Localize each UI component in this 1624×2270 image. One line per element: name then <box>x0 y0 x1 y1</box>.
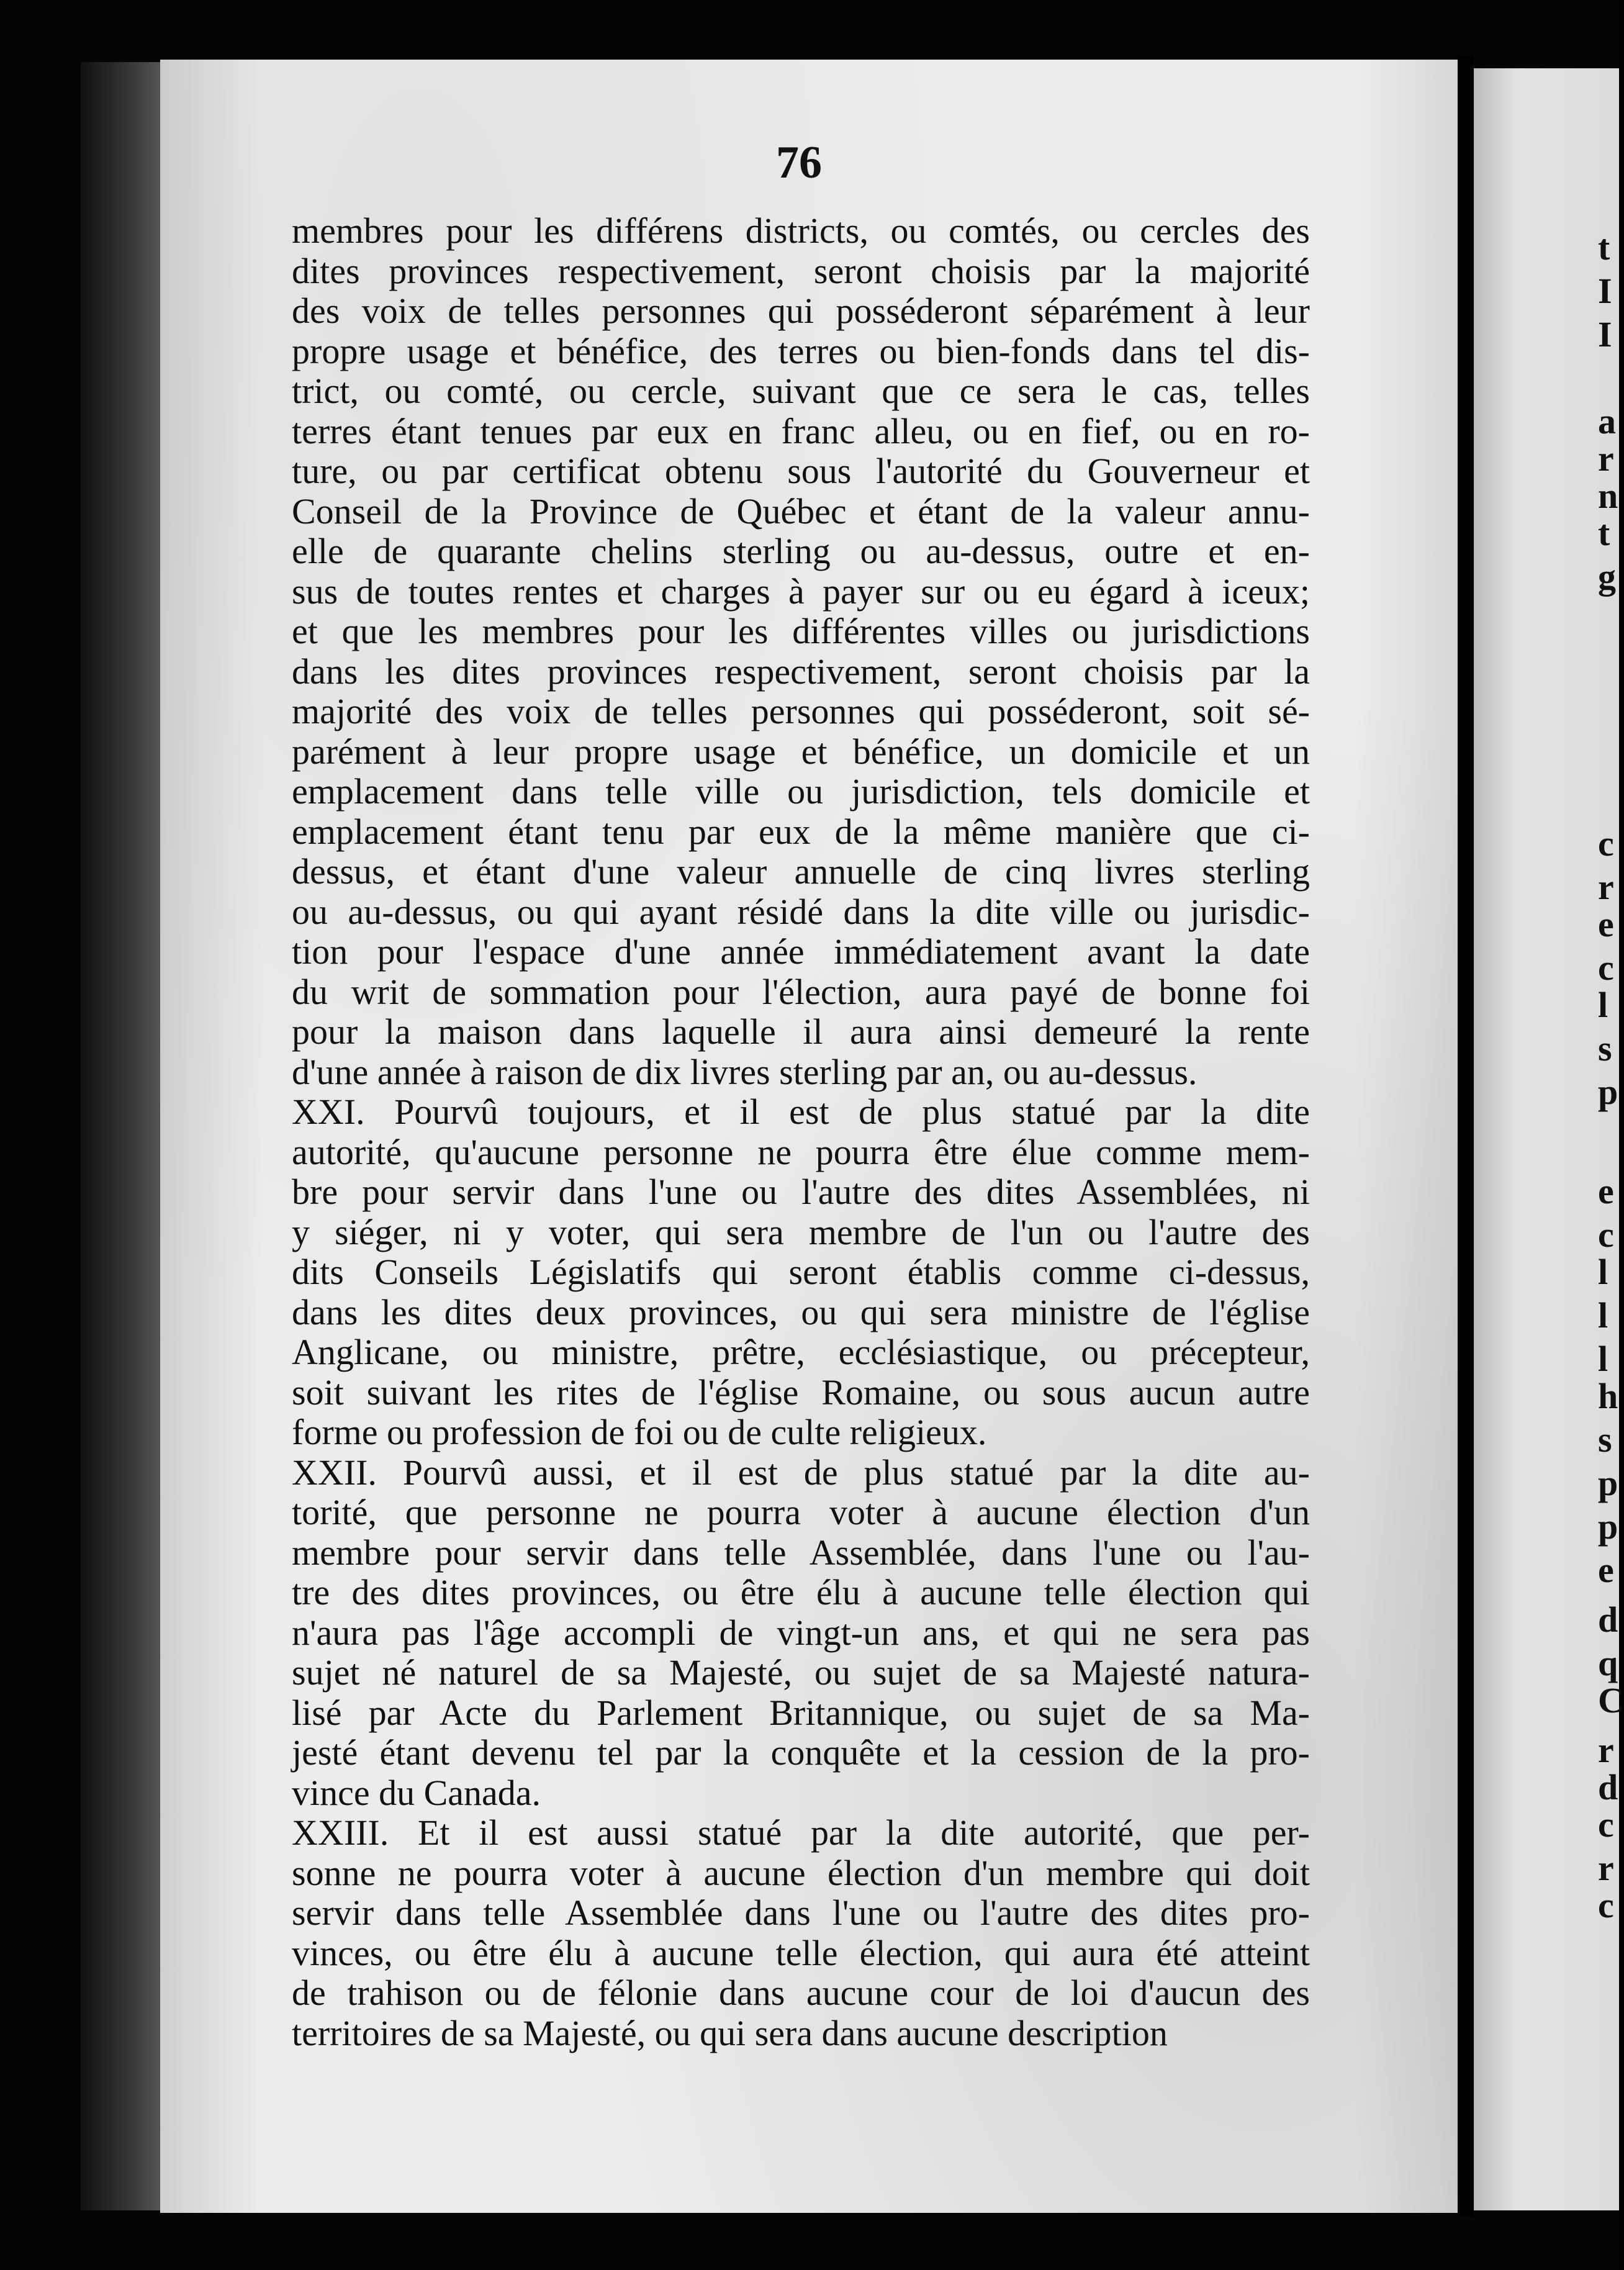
adjacent-page-fragment: p <box>1598 1506 1618 1547</box>
adjacent-page-fragment: l <box>1598 985 1608 1025</box>
text-line: n'aura pas l'âge accompli de vingt-un ans, et qui ne sera pas <box>292 1612 1310 1653</box>
text-line: XXIII. Et il est aussi statué par la dite autorité, que per- <box>292 1812 1310 1853</box>
adjacent-page-fragment: n <box>1598 476 1618 516</box>
text-line: de trahison ou de félonie dans aucune cour de loi d'aucun des <box>292 1973 1310 2013</box>
text-line: propre usage et bénéfice, des terres ou bien-fonds dans tel dis- <box>292 330 1310 371</box>
adjacent-page-fragment: r <box>1598 867 1614 907</box>
text-line: membre pour servir dans telle Assemblée, dans l'une ou l'au- <box>292 1532 1310 1573</box>
text-line: ou au-dessus, ou qui ayant résidé dans la dite ville ou jurisdic- <box>292 891 1310 932</box>
text-line: du writ de sommation pour l'élection, aura payé de bonne foi <box>292 971 1310 1012</box>
page-number: 76 <box>776 137 822 188</box>
adjacent-page-fragment: h <box>1598 1376 1618 1416</box>
adjacent-page-fragment: e <box>1598 1171 1614 1211</box>
text-line: vinces, ou être élu à aucune telle élection, qui aura été atteint <box>292 1932 1310 1973</box>
adjacent-page-fragment: p <box>1598 1463 1618 1503</box>
text-line: soit suivant les rites de l'église Romaine, ou sous aucun autre <box>292 1372 1310 1413</box>
adjacent-page-fragment: C <box>1598 1680 1624 1721</box>
adjacent-page-fragment: e <box>1598 1550 1614 1590</box>
text-line: autorité, qu'aucune personne ne pourra être élue comme mem- <box>292 1131 1310 1172</box>
text-line: majorité des voix de telles personnes qui posséderont, soit sé- <box>292 691 1310 731</box>
text-line: terres étant tenues par eux en franc alleu, ou en fief, ou en ro- <box>292 410 1310 451</box>
adjacent-page-fragment: d <box>1598 1599 1618 1640</box>
text-line: tion pour l'espace d'une année immédiatement avant la date <box>292 931 1310 972</box>
text-line: XXI. Pourvû toujours, et il est de plus statué par la dite <box>292 1092 1310 1132</box>
adjacent-page-fragment: d <box>1598 1767 1618 1807</box>
adjacent-page-fragment: I <box>1598 271 1612 311</box>
adjacent-page-fragment: t <box>1598 513 1610 553</box>
text-line: membres pour les différens districts, ou comtés, ou cercles des <box>292 210 1310 251</box>
adjacent-page-fragment: l <box>1598 1252 1608 1292</box>
adjacent-page-fragment: s <box>1598 1419 1612 1460</box>
text-line: dites provinces respectivement, seront choisis par la majorité <box>292 250 1310 291</box>
text-line: vince du Canada. <box>292 1772 541 1813</box>
adjacent-page-fragment: q <box>1598 1643 1618 1683</box>
text-line: sujet né naturel de sa Majesté, ou sujet de sa Majesté natura- <box>292 1652 1310 1693</box>
text-line: sonne ne pourra voter à aucune élection d'un membre qui doit <box>292 1852 1310 1893</box>
adjacent-page-fragment: p <box>1598 1072 1618 1112</box>
adjacent-page-fragment: g <box>1598 556 1616 597</box>
text-line: territoires de sa Majesté, ou qui sera dans aucune description <box>292 2012 1168 2053</box>
adjacent-page-fragment: s <box>1598 1028 1612 1069</box>
text-line: elle de quarante chelins sterling ou au-dessus, outre et en- <box>292 531 1310 571</box>
text-line: emplacement dans telle ville ou jurisdiction, tels domicile et <box>292 771 1310 812</box>
text-line: pour la maison dans laquelle il aura ainsi demeuré la rente <box>292 1011 1310 1052</box>
text-line: dans les dites provinces respectivement, seront choisis par la <box>292 651 1310 692</box>
text-line: ture, ou par certificat obtenu sous l'autorité du Gouverneur et <box>292 451 1310 491</box>
text-line: trict, ou comté, ou cercle, suivant que ce sera le cas, telles <box>292 371 1310 411</box>
text-line: emplacement étant tenu par eux de la même manière que ci- <box>292 811 1310 852</box>
text-line: jesté étant devenu tel par la conquête et la cession de la pro- <box>292 1732 1310 1773</box>
adjacent-page-fragment: I <box>1598 314 1612 355</box>
adjacent-page-fragment: r <box>1598 438 1614 479</box>
body-text <box>292 211 1310 2053</box>
page-gutter <box>1458 56 1474 2217</box>
text-line: Conseil de la Province de Québec et étant de la valeur annu- <box>292 491 1310 531</box>
text-line: Anglicane, ou ministre, prêtre, ecclésiastique, ou précepteur, <box>292 1332 1310 1372</box>
adjacent-page-fragment: c <box>1598 947 1614 988</box>
adjacent-page-fragment: r <box>1598 1848 1614 1888</box>
text-line: des voix de telles personnes qui posséderont séparément à leur <box>292 291 1310 331</box>
text-line: bre pour servir dans l'une ou l'autre des dites Assemblées, ni <box>292 1172 1310 1212</box>
adjacent-page-fragment: t <box>1598 227 1610 268</box>
adjacent-page-fragment: a <box>1598 401 1616 441</box>
book-spine-edge <box>81 62 161 2210</box>
adjacent-page-fragment: c <box>1598 1214 1614 1255</box>
adjacent-page-fragment: c <box>1598 1804 1614 1845</box>
text-line: dans les dites deux provinces, ou qui sera ministre de l'église <box>292 1291 1310 1332</box>
text-line: et que les membres pour les différentes villes ou jurisdictions <box>292 611 1310 651</box>
text-line: d'une année à raison de dix livres sterling par an, ou au-dessus. <box>292 1051 1198 1092</box>
text-line: torité, que personne ne pourra voter à aucune élection d'un <box>292 1492 1310 1532</box>
text-line: y siéger, ni y voter, qui sera membre de l'un ou l'autre des <box>292 1211 1310 1252</box>
text-line: parément à leur propre usage et bénéfice, un domicile et un <box>292 731 1310 772</box>
adjacent-page-fragment: l <box>1598 1295 1608 1336</box>
text-line: dits Conseils Législatifs qui seront établis comme ci-dessus, <box>292 1252 1310 1292</box>
adjacent-page-fragment: l <box>1598 1339 1608 1379</box>
text-line: servir dans telle Assemblée dans l'une ou l'autre des dites pro- <box>292 1892 1310 1933</box>
adjacent-page-edge <box>1474 68 1624 2210</box>
text-line: lisé par Acte du Parlement Britannique, ou sujet de sa Ma- <box>292 1692 1310 1733</box>
adjacent-page-fragment: c <box>1598 823 1614 864</box>
text-line: sus de toutes rentes et charges à payer sur ou eu égard à iceux; <box>292 571 1310 612</box>
adjacent-page-fragment: e <box>1598 904 1614 944</box>
text-line: forme ou profession de foi ou de culte religieux. <box>292 1412 987 1452</box>
adjacent-page-fragment: c <box>1598 1885 1614 1925</box>
text-line: tre des dites provinces, ou être élu à aucune telle élection qui <box>292 1572 1310 1612</box>
text-line: XXII. Pourvû aussi, et il est de plus statué par la dite au- <box>292 1452 1310 1493</box>
adjacent-page-fragment: r <box>1598 1730 1614 1770</box>
text-line: dessus, et étant d'une valeur annuelle de cinq livres sterling <box>292 851 1310 892</box>
